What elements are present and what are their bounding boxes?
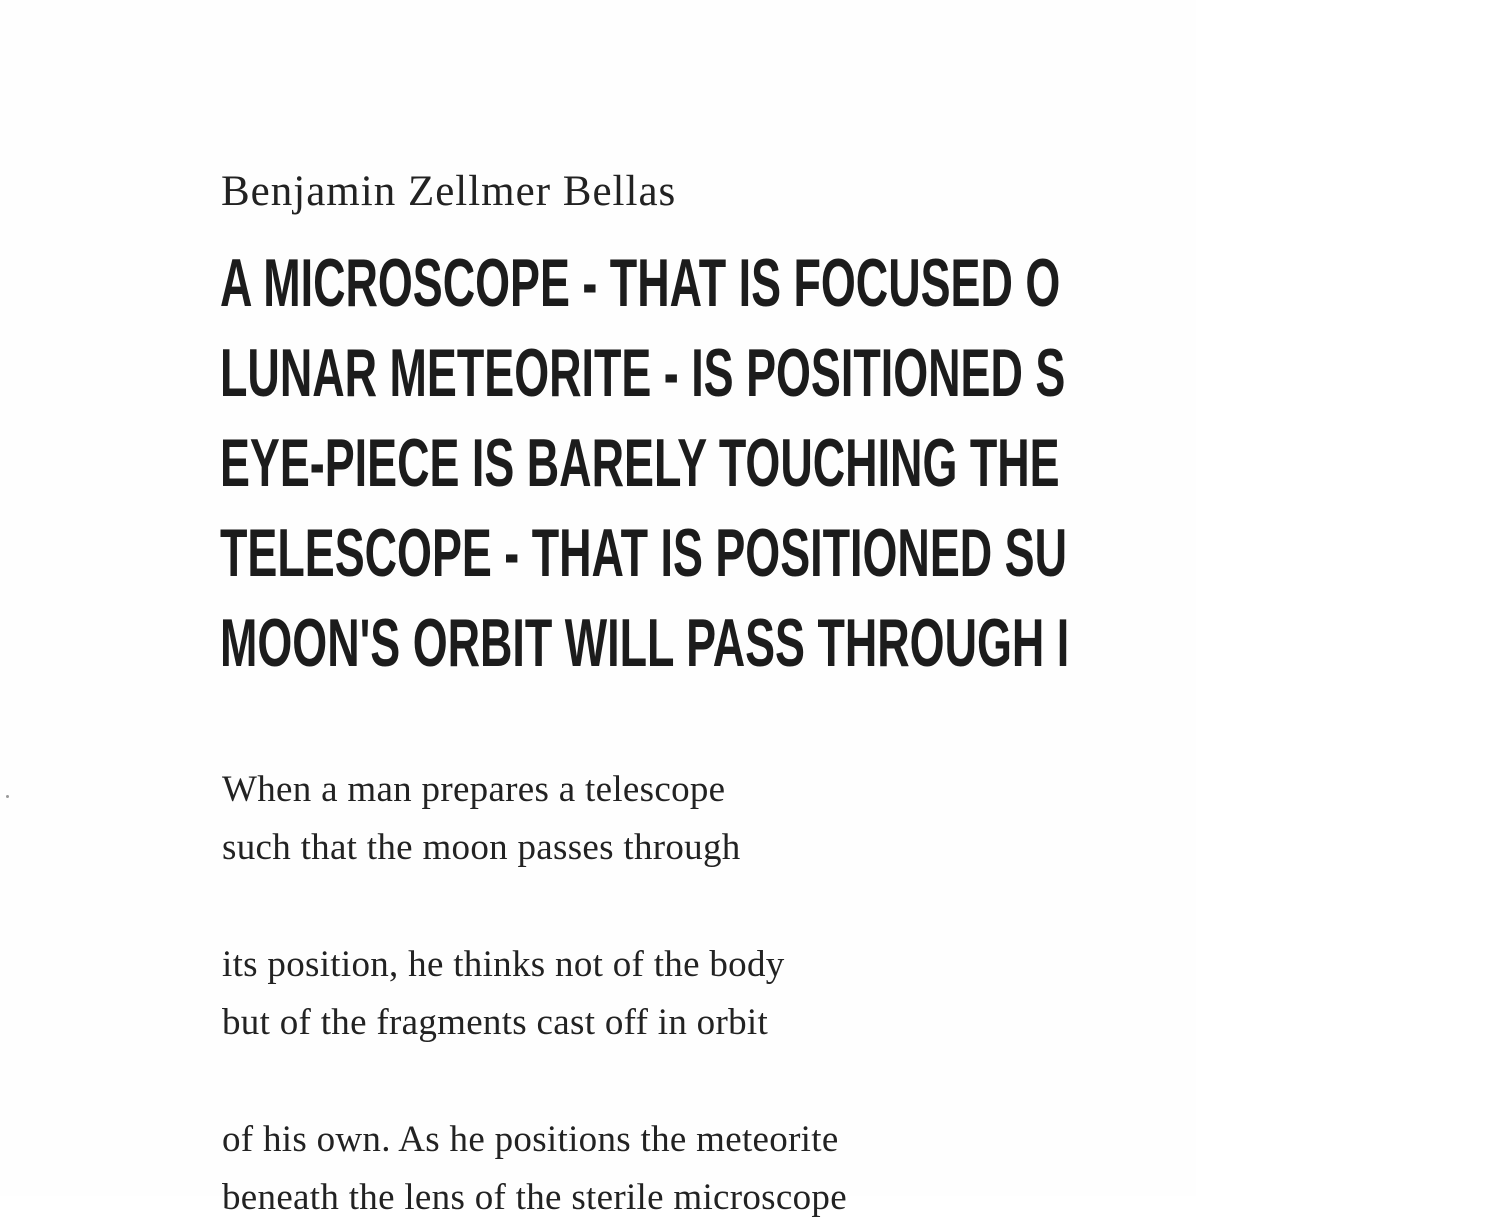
poem-line: such that the moon passes through [222,827,741,868]
poem-line: of his own. As he positions the meteorite [222,1119,839,1160]
title-line: EYE-PIECE IS BARELY TOUCHING THE [220,425,1060,501]
poem-line: but of the fragments cast off in orbit [222,1002,769,1043]
title-line: A MICROSCOPE - THAT IS FOCUSED O [220,245,1061,321]
title-line: LUNAR METEORITE - IS POSITIONED S [220,335,1066,411]
poem-line: beneath the lens of the sterile microscope [222,1177,847,1218]
author-name: Benjamin Zellmer Bellas [221,168,677,215]
poem-title [220,238,1507,688]
title-line: MOON'S ORBIT WILL PASS THROUGH I [220,605,1070,681]
poem-line: When a man prepares a telescope [222,769,726,810]
scan-speck [6,795,9,798]
title-line: TELESCOPE - THAT IS POSITIONED SU [220,515,1067,591]
poem-line: its position, he thinks not of the body [222,944,785,985]
